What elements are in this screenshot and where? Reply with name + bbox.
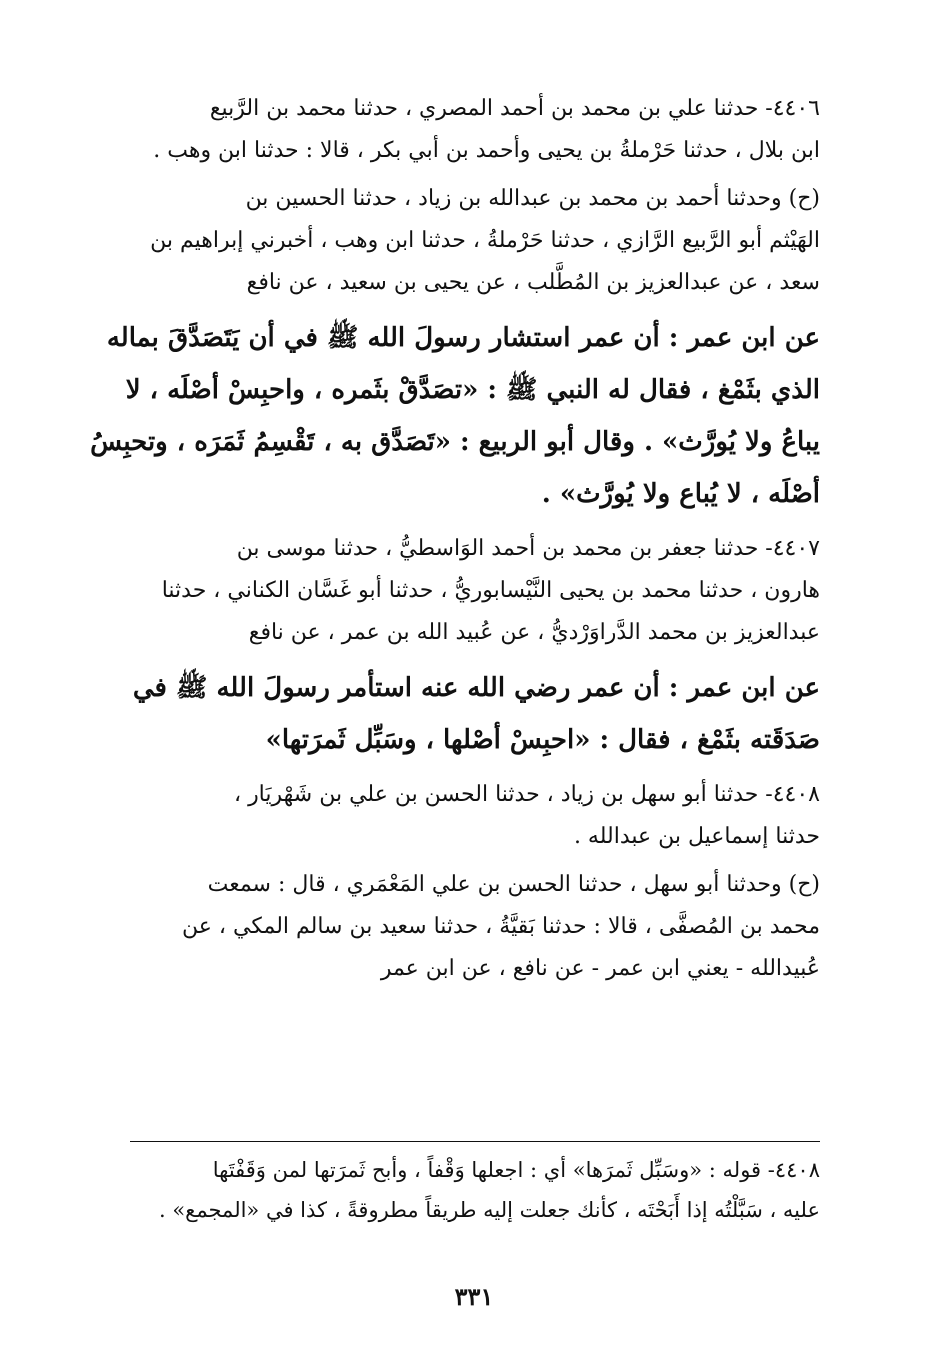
footnote-line: عليه ، سَبَّلْتُه إذا أَبَحْتَه ، كأنك جعلت إليه طريقاً مطروقةً ، كذا في «المجمع» .: [158, 1198, 820, 1222]
text-line: محمد بن المُصفَّى ، قالا : حدثنا بَقيَّةُ ، حدثنا سعيد بن سالم المكي ، عن: [182, 914, 820, 939]
text-line: ٤٤٠٧- حدثنا جعفر بن محمد بن أحمد الوَاسطيُّ ، حدثنا موسى بن: [236, 536, 820, 561]
text-line: صَدَقَته بثَمْغ ، فقال : «احبِسْ أصْلها ، وسَبِّل ثَمرَتها»: [265, 725, 820, 755]
hadith-4406-matn: [90, 312, 820, 520]
text-line: (ح) وحدثنا أحمد بن محمد بن عبدالله بن زياد ، حدثنا الحسين بن: [245, 186, 820, 211]
hadith-4407-matn: [110, 662, 820, 766]
footnote-line: ٤٤٠٨- قوله : «وسَبِّل ثَمرَها» أي : اجعلها وَقْفاً ، وأبح ثَمرَتها لمن وَقَفْتَها: [212, 1158, 820, 1182]
text-line: أصْلَه ، لا يُباع ولا يُورَّث» .: [541, 479, 820, 509]
page-body: [90, 88, 820, 996]
hadith-4407-chain: [110, 528, 820, 654]
text-line: الذي بثَمْغ ، فقال له النبي ﷺ : «تصَدَّقْ بثَمره ، واحبِسْ أصْلَه ، لا: [125, 375, 820, 405]
text-line: الهَيْثم أبو الرَّبيع الرَّازي ، حدثنا حَرْملةُ ، حدثنا ابن وهب ، أخبرني إبراهيم بن: [150, 228, 820, 253]
hadith-4406-chain-1: [110, 88, 820, 172]
text-line: عن ابن عمر : أن عمر رضي الله عنه استأمر رسولَ الله ﷺ في: [132, 673, 820, 703]
text-line: سعد ، عن عبدالعزيز بن المُطَّلب ، عن يحيى بن سعيد ، عن نافع: [246, 270, 820, 295]
text-line: (ح) وحدثنا أبو سهل ، حدثنا الحسن بن علي المَعْمَري ، قال : سمعت: [207, 872, 820, 897]
text-line: ٤٤٠٦- حدثنا علي بن محمد بن أحمد المصري ، حدثنا محمد بن الرَّبيع: [209, 96, 820, 121]
text-line: ٤٤٠٨- حدثنا أبو سهل بن زياد ، حدثنا الحسن بن علي بن شَهْريَار ،: [233, 782, 820, 807]
text-line: يباعُ ولا يُورَّث» . وقال أبو الربيع : «تَصَدَّق به ، تَقْسِمُ ثَمَرَه ، وتحبِسُ: [90, 427, 820, 457]
text-line: ابن بلال ، حدثنا حَرْملةُ بن يحيى وأحمد بن أبي بكر ، قالا : حدثنا ابن وهب .: [153, 138, 820, 163]
page-number: ٣٣١: [454, 1282, 494, 1311]
text-line: هارون ، حدثنا محمد بن يحيى النَّيْسابوريُّ ، حدثنا أبو غَسَّان الكناني ، حدثنا: [161, 578, 820, 603]
text-line: حدثنا إسماعيل بن عبدالله .: [573, 824, 820, 849]
hadith-4408-chain-2: [110, 864, 820, 990]
footnote-divider: [130, 1141, 820, 1142]
text-line: عبدالعزيز بن محمد الدَّراوَرْديُّ ، عن عُبيد الله بن عمر ، عن نافع: [248, 620, 820, 645]
text-line: عن ابن عمر : أن عمر استشار رسولَ الله ﷺ في أن يَتَصَدَّقَ بماله: [106, 323, 820, 353]
hadith-4406-chain-2: [110, 178, 820, 304]
hadith-4408-chain-1: [110, 774, 820, 858]
footnotes: [110, 1150, 820, 1230]
text-line: عُبيدالله - يعني ابن عمر - عن نافع ، عن ابن عمر: [380, 956, 820, 981]
